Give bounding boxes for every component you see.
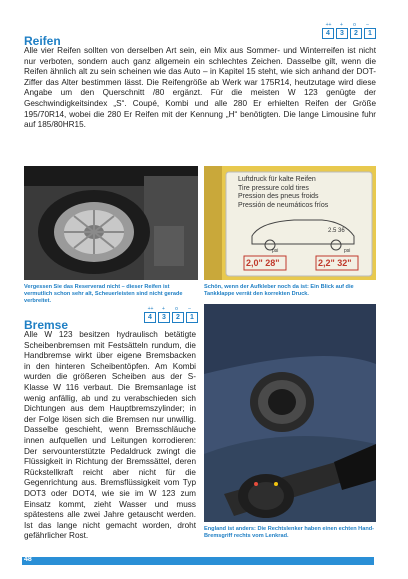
rating-bremse [144,306,198,323]
spare-wheel-photo [24,166,198,280]
sticker-title-line: Pressión de neumáticos fríos [238,201,329,209]
section-text-bremse: Alle W 123 besitzen hydraulisch betätigte Scheibenbremsen mit Festsätteln rundum, die Handbremse wirkt über eigene Bremsbacken in den hinteren Scheibentöpfen. Am Kombi wurden die größeren Scheiben aus der S-Klasse W 116 verbaut. Die Bremsanlage ist wenig anfällig, ab und zu verabschieden sich Dichtungen aus dem Hauptbremszylinder; in der Folge lösen sich die Bremsen nur unwillig. Dasselbe geschieht, wenn Bremsschläuche innen aufquellen und Leitungen korrodieren: Der servounterstützte Pedaldruck zwingt die Flüssigkeit in Richtung der Bremssättel, deren Rückstellkraft reicht aber nicht für die Gegenrichtung aus. Bremsflüssigkeit vom Typ DOT3 oder DOT4, wie sie im W 123 zum Einsatz kommt, zieht Wasser und muss spätestens alle zwei Jahre getauscht werden. Ist das lange nicht gemacht worden, droht gefährlicher Rost. [24,330,196,541]
rating-box: 1 [364,28,376,39]
rating-label: + [162,306,165,312]
footer-bar [22,557,374,565]
rating-box: 1 [186,312,198,323]
caption-handbrake: England ist anders: Die Rechtslenker haben einen echten Hand-Bremsgriff rechts vom Lenkrad. [204,526,375,540]
rating-box: 2 [172,312,184,323]
sticker-front-pressure: 2,0" 28" [246,258,280,268]
handbrake-photo [204,304,376,522]
rating-box: 3 [336,28,348,39]
rating-label: ++ [147,306,154,312]
rating-box: 4 [144,312,156,323]
page-number: 48 [24,556,32,563]
rating-label: o [353,22,356,28]
sticker-tire-size: 2.5 36 [328,228,345,234]
sticker-title-line: Pression des pneus froids [238,193,319,200]
rating-box: 3 [158,312,170,323]
rating-reifen [322,22,376,39]
rating-label: – [366,22,369,28]
rating-box: 4 [322,28,334,39]
sticker-rear-pressure: 2,2" 32" [318,258,352,268]
rating-label: + [340,22,343,28]
rating-label: o [175,306,178,312]
section-title-reifen: Reifen [24,34,61,48]
sticker-title-line: Tire pressure cold tires [238,184,309,192]
caption-tire-sticker: Schön, wenn der Aufkleber noch da ist: Ein Blick auf die Tankklappe verrät den korrekten Druck. [204,284,354,298]
section-title-bremse: Bremse [24,318,69,332]
tire-pressure-sticker-photo [204,166,376,280]
caption-spare-wheel: Vergessen Sie das Reserverad nicht – dieser Reifen ist vermutlich schon sehr alt, Scheuerleisten sind nicht gerade verbreitet. [24,284,183,305]
sticker-unit-rear: psi [344,248,351,254]
rating-label: – [188,306,191,312]
sticker-unit-front: psi [272,248,279,254]
section-text-reifen: Alle vier Reifen sollten von derselben Art sein, ein Mix aus Sommer- und Winterreifen ist nicht nur verboten, sondern auch ganz allgemein ein schlechtes Zeichen. Dasselbe gilt, wenn die Reifen ähnlich alt zu sein scheinen wie das Auto – in Kapitel 15 steht, wie sich anhand der DOT-Ziffer das Alter bestimmen lässt. Die Reifengröße ab Werk war 175R14, heutzutage wird diese Angabe um den Querschnitt /80 ergänzt. Für die meisten W 123 genügte der Geschwindigkeitsindex „S“. Coupé, Kombi und alle 280 Er erhielten Reifen der Größe 195/70R14, wobei die 280 Er Reifen mit der Kennung „H“ benötigten. Die lange Limousine fuhr auf 185/80HR15. [24,46,376,130]
sticker-title [238,176,368,210]
sticker-title-line: Luftdruck für kalte Reifen [238,176,316,183]
rating-box: 2 [350,28,362,39]
rating-label: ++ [325,22,332,28]
